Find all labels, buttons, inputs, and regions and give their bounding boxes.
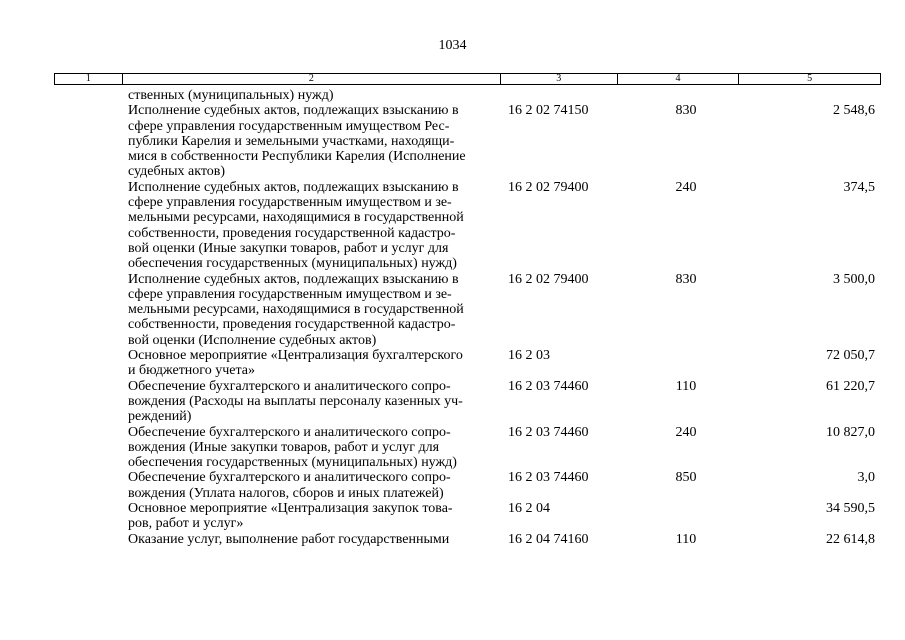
- description-line: собственности, проведения государственной кадастро-: [128, 225, 456, 241]
- row-amount: 10 827,0: [826, 424, 875, 440]
- row-description: [128, 180, 492, 272]
- table-row: [54, 348, 881, 379]
- table-row: [54, 88, 881, 103]
- row-target-code: 16 2 03 74460: [508, 470, 589, 486]
- row-amount: 3 500,0: [833, 271, 875, 287]
- description-line: Обеспечение бухгалтерского и аналитического сопро-: [128, 424, 451, 440]
- row-target-code: 16 2 04 74160: [508, 531, 589, 547]
- table-row: [54, 532, 881, 547]
- table-row: [54, 272, 881, 348]
- description-line: Исполнение судебных актов, подлежащих взысканию в: [128, 103, 459, 119]
- description-line: и бюджетного учета»: [128, 363, 255, 379]
- row-target-code: 16 2 03 74460: [508, 424, 589, 440]
- description-line: вождения (Уплата налогов, сборов и иных платежей): [128, 485, 444, 501]
- description-line: Обеспечение бухгалтерского и аналитического сопро-: [128, 378, 451, 394]
- table-row: [54, 470, 881, 501]
- row-expense-type: 110: [675, 531, 697, 547]
- description-line: вождения (Иные закупки товаров, работ и услуг для: [128, 439, 440, 455]
- row-amount: 2 548,6: [833, 103, 875, 119]
- row-target-code: 16 2 02 79400: [508, 271, 589, 287]
- row-description: [128, 501, 492, 532]
- row-target-code: 16 2 02 74150: [508, 103, 589, 119]
- row-amount: 3,0: [857, 470, 875, 486]
- row-amount: 72 050,7: [826, 348, 875, 364]
- row-amount: 22 614,8: [826, 531, 875, 547]
- description-line: вой оценки (Иные закупки товаров, работ и услуг для: [128, 240, 449, 256]
- description-line: вождения (Расходы на выплаты персоналу казенных уч-: [128, 393, 463, 409]
- description-line: Исполнение судебных актов, подлежащих взысканию в: [128, 271, 459, 287]
- row-description: [128, 425, 492, 471]
- description-line: ров, работ и услуг»: [128, 516, 244, 532]
- row-target-code: 16 2 04: [508, 501, 550, 517]
- table-row: [54, 425, 881, 471]
- table-row: [54, 103, 881, 179]
- row-target-code: 16 2 02 79400: [508, 179, 589, 195]
- description-line: сфере управления государственным имуществом и зе-: [128, 286, 452, 302]
- table-row: [54, 180, 881, 272]
- description-line: реждений): [128, 409, 192, 425]
- description-line: ственных (муниципальных) нужд): [128, 88, 334, 103]
- header-col-5: 5: [807, 73, 813, 84]
- description-line: мися в собственности Республики Карелия (Исполнение: [128, 149, 466, 165]
- description-line: публики Карелия и земельными участками, находящи-: [128, 133, 455, 149]
- description-line: Исполнение судебных актов, подлежащих взысканию в: [128, 179, 459, 195]
- row-description: [128, 88, 492, 103]
- description-line: обеспечения государственных (муниципальных) нужд): [128, 256, 457, 272]
- description-line: вой оценки (Исполнение судебных актов): [128, 332, 377, 348]
- row-expense-type: 110: [675, 378, 697, 394]
- description-line: сфере управления государственным имуществом Рес-: [128, 118, 450, 134]
- row-target-code: 16 2 03: [508, 348, 550, 364]
- row-expense-type: 830: [675, 271, 697, 287]
- header-col-3: 3: [501, 74, 618, 84]
- row-description: [128, 379, 492, 425]
- description-line: собственности, проведения государственной кадастро-: [128, 317, 456, 333]
- header-col-4: 4: [618, 74, 740, 84]
- row-expense-type: 240: [675, 179, 697, 195]
- table-header: [54, 73, 881, 85]
- header-col-2: 2: [123, 74, 501, 84]
- row-expense-type: 240: [675, 424, 697, 440]
- table-row: [54, 501, 881, 532]
- description-line: Обеспечение бухгалтерского и аналитического сопро-: [128, 470, 451, 486]
- row-description: [128, 470, 492, 501]
- row-description: [128, 348, 492, 379]
- description-line: Основное мероприятие «Централизация закупок това-: [128, 501, 453, 517]
- description-line: мельными ресурсами, находящимися в государственной: [128, 302, 464, 318]
- description-line: Основное мероприятие «Централизация бухгалтерского: [128, 348, 463, 364]
- row-description: [128, 103, 492, 179]
- row-amount: 61 220,7: [826, 378, 875, 394]
- header-col-1: 1: [55, 74, 123, 84]
- row-amount: 374,5: [843, 179, 875, 195]
- table-row: [54, 379, 881, 425]
- description-line: сфере управления государственным имуществом и зе-: [128, 195, 452, 211]
- description-line: Оказание услуг, выполнение работ государственными: [128, 531, 450, 547]
- description-line: судебных актов): [128, 164, 226, 180]
- row-expense-type: 830: [675, 103, 697, 119]
- row-description: [128, 532, 492, 547]
- row-amount: 34 590,5: [826, 501, 875, 517]
- description-line: обеспечения государственных (муниципальных) нужд): [128, 455, 457, 471]
- page-number: 1034: [438, 38, 467, 53]
- row-target-code: 16 2 03 74460: [508, 378, 589, 394]
- table-body: [54, 88, 881, 547]
- row-expense-type: 850: [675, 470, 697, 486]
- row-description: [128, 272, 492, 348]
- description-line: мельными ресурсами, находящимися в государственной: [128, 210, 464, 226]
